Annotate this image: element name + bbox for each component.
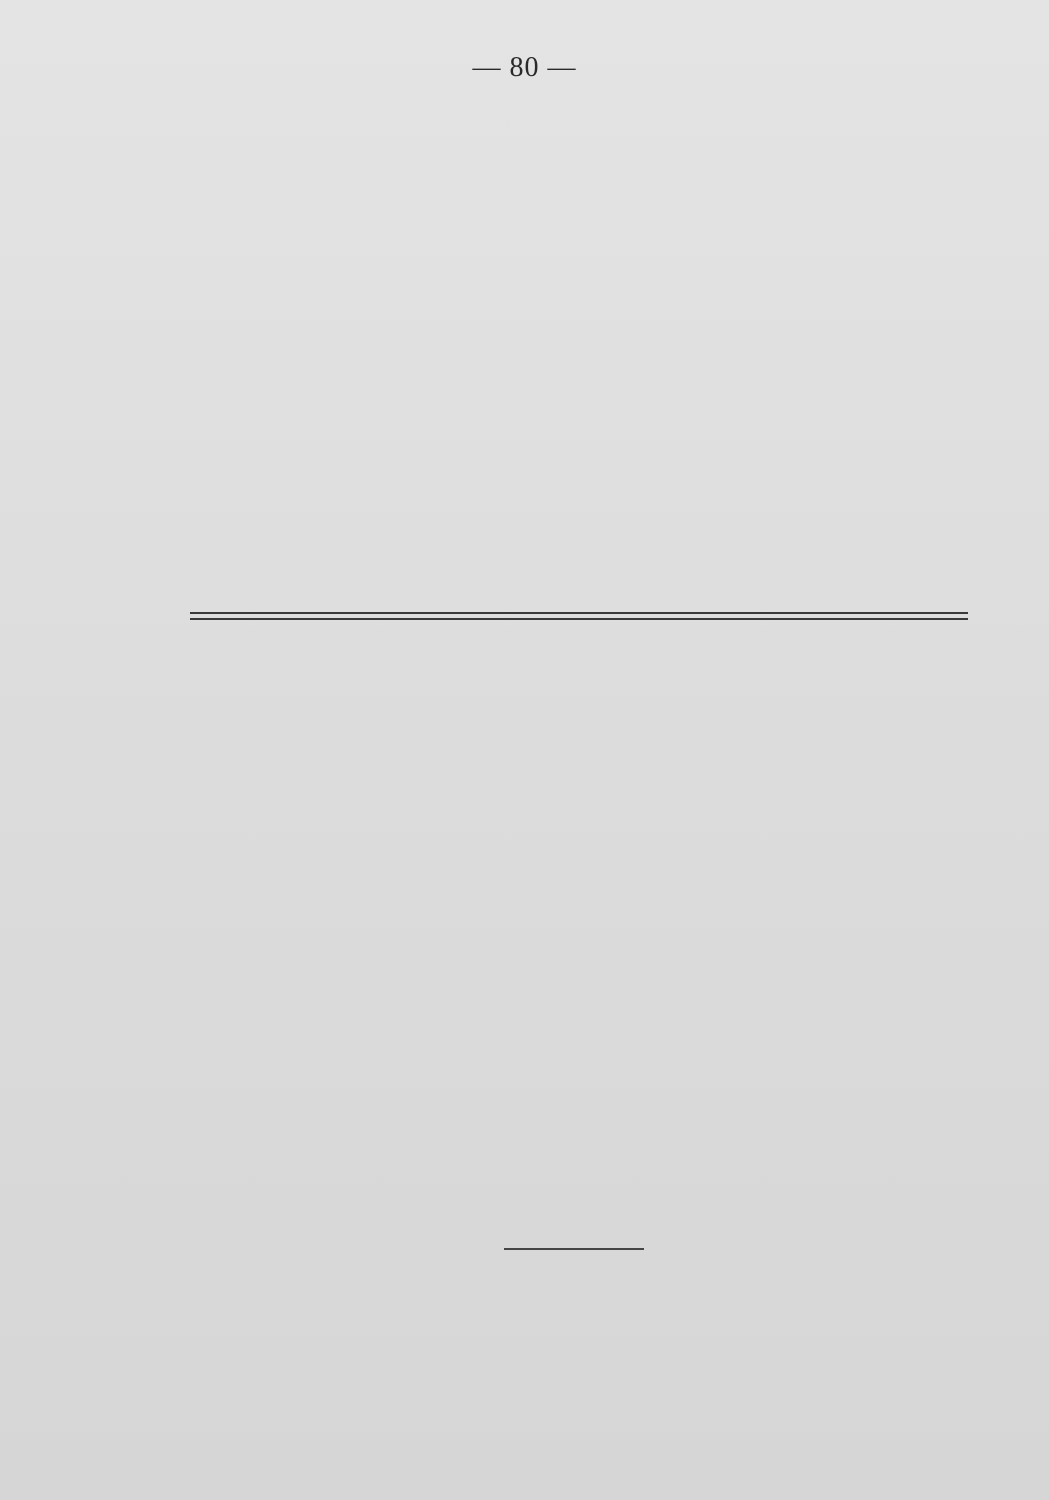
section-divider-bottom [190, 618, 968, 620]
page-number: — 80 — [472, 52, 577, 83]
end-rule [504, 1248, 644, 1250]
section-divider-top [190, 612, 968, 614]
